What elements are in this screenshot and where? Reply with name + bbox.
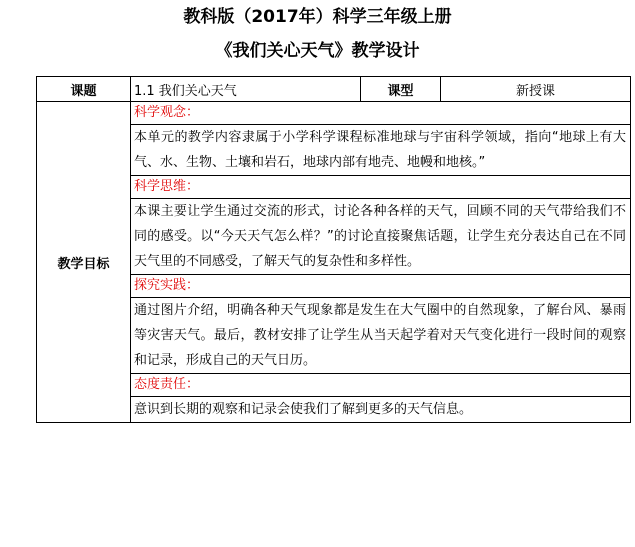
goals-content [131,102,631,423]
section-body: 本单元的教学内容隶属于小学科学课程标准地球与宇宙科学领域，指向“地球上有大气、水、生物、土壤和岩石，地球内部有地壳、地幔和地核。” [134,130,626,170]
type-label: 课型 [361,77,441,102]
doc-title: 教科版（2017年）科学三年级上册 [183,7,452,27]
header-row [37,77,631,102]
lesson-plan-table [36,76,631,423]
goals-row [37,102,631,423]
section-body: 意识到长期的观察和记录会使我们了解到更多的天气信息。 [134,402,473,417]
goal-section-science-thinking [131,176,630,275]
section-title: 态度责任： [131,374,630,397]
goals-label: 教学目标 [37,102,131,423]
goal-section-inquiry-practice [131,275,630,374]
doc-subtitle: 《我们关心天气》教学设计 [215,41,420,61]
goal-section-science-concept [131,102,630,176]
section-body: 通过图片介绍，明确各种天气现象都是发生在大气圈中的自然现象，了解台风、暴雨等灾害天气。最后，教材安排了让学生从当天起学着对天气变化进行一段时间的观察和记录，形成自己的天气日历。 [134,303,626,368]
section-title: 科学思维： [131,176,630,199]
topic-label: 课题 [37,77,131,102]
section-body: 本课主要让学生通过交流的形式，讨论各种各样的天气，回顾不同的天气带给我们不同的感受。以“今天天气怎么样？”的讨论直接聚焦话题，让学生充分表达自己在不同天气里的不同感受，了解天气的复杂性和多样性。 [134,204,626,269]
section-title: 科学观念： [131,102,630,125]
goal-section-attitude-responsibility [131,374,630,422]
type-value: 新授课 [441,77,631,102]
section-title: 探究实践： [131,275,630,298]
topic-value: 1.1 我们关心天气 [131,77,361,102]
